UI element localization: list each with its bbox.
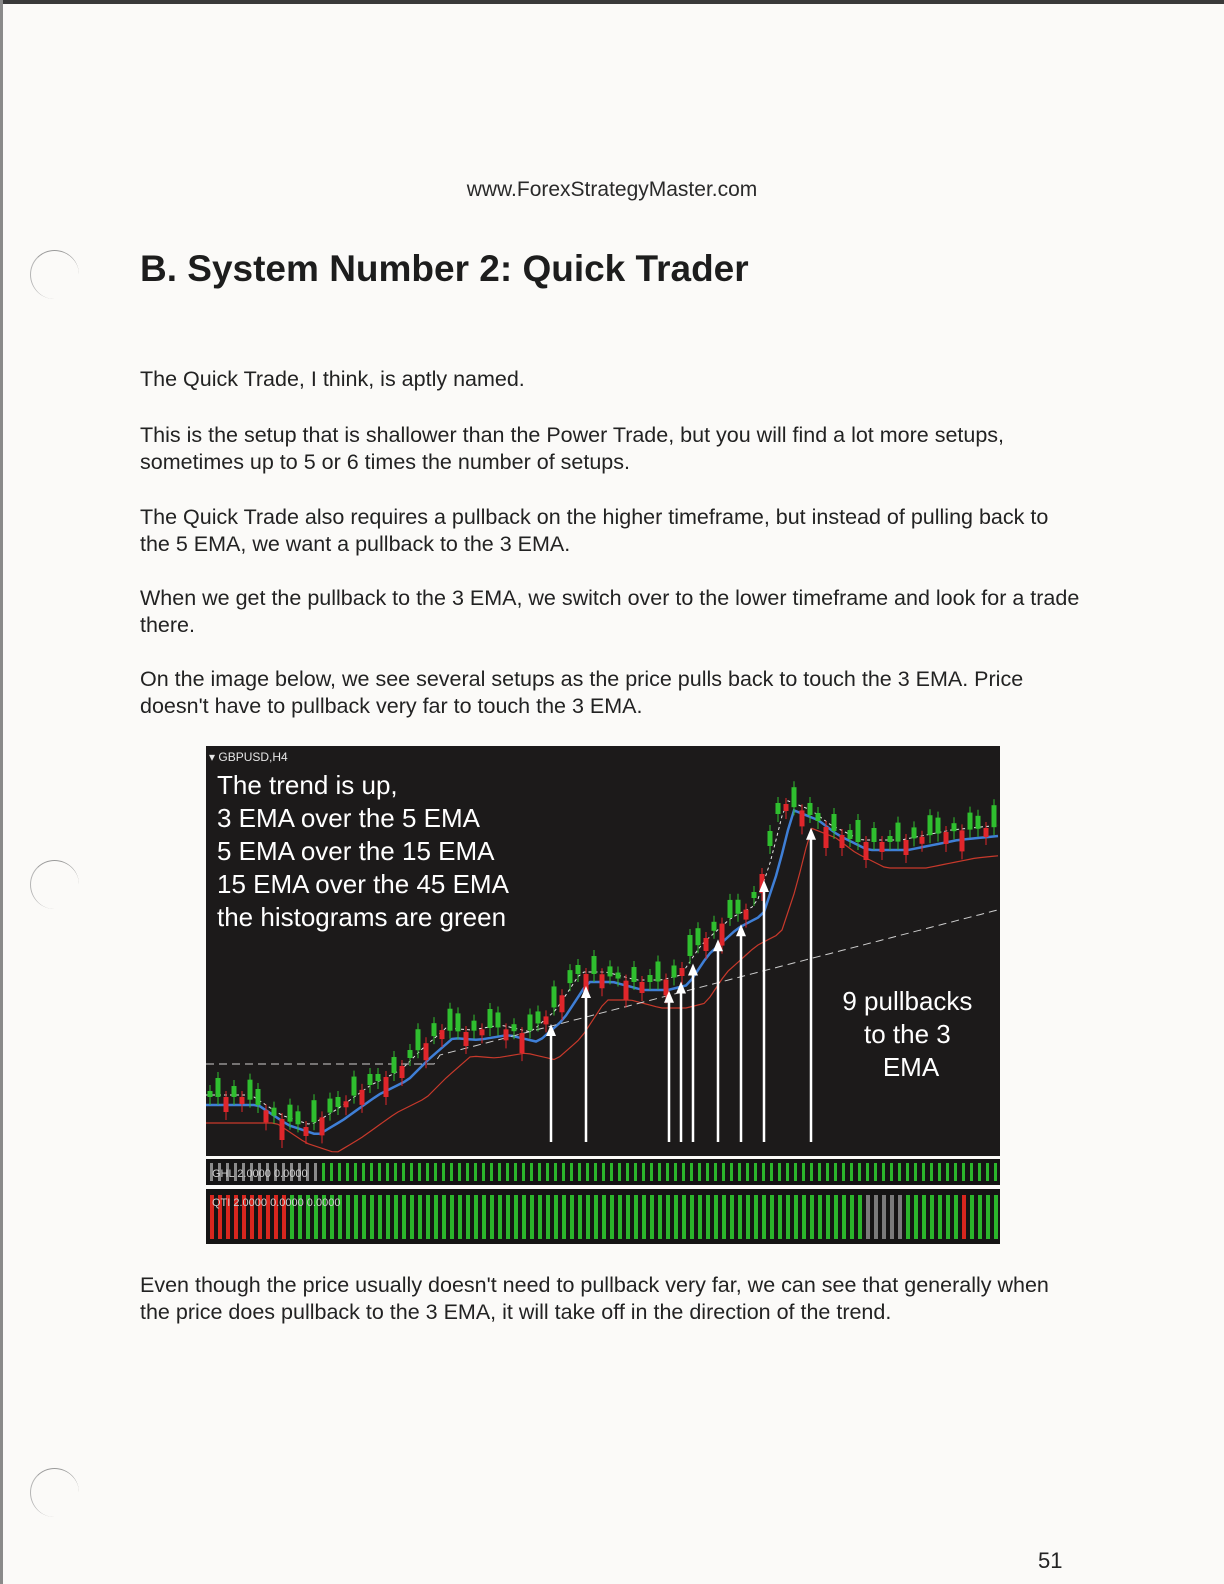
candle-body [560, 995, 565, 1012]
qti-bar [898, 1195, 902, 1239]
ghl-bar [594, 1163, 597, 1181]
ghl-bar [794, 1163, 797, 1181]
ghl-bar [906, 1163, 909, 1181]
candle-body [248, 1080, 253, 1100]
candle-body [336, 1097, 341, 1107]
candle-body [592, 956, 597, 974]
chart-graphic [206, 746, 1000, 1244]
candle-body [896, 823, 901, 842]
qti-bar [786, 1195, 790, 1239]
qti-bar [514, 1195, 518, 1239]
qti-bar [826, 1195, 830, 1239]
candle-body [280, 1119, 285, 1140]
qti-bar [986, 1195, 990, 1239]
ghl-bar [786, 1163, 789, 1181]
candle-body [984, 828, 989, 837]
candle-body [904, 840, 909, 855]
qti-bar [538, 1195, 542, 1239]
ghl-bar [570, 1163, 573, 1181]
ghl-bar [858, 1163, 861, 1181]
qti-bar [354, 1195, 358, 1239]
qti-bar [914, 1195, 918, 1239]
qti-bar [794, 1195, 798, 1239]
ghl-bar [434, 1163, 437, 1181]
annotation-line: 3 EMA over the 5 EMA [217, 803, 479, 833]
qti-bar [570, 1195, 574, 1239]
candle-body [376, 1074, 381, 1081]
annotation-line: 15 EMA over the 45 EMA [217, 869, 508, 899]
ghl-bar [538, 1163, 541, 1181]
ghl-bar [770, 1163, 773, 1181]
ghl-bar [938, 1163, 941, 1181]
ghl-bar [506, 1163, 509, 1181]
qti-bar [522, 1195, 526, 1239]
candle-body [272, 1108, 277, 1116]
ghl-bar [378, 1163, 381, 1181]
qti-bar [402, 1195, 406, 1239]
ghl-bar [674, 1163, 677, 1181]
qti-bar [874, 1195, 878, 1239]
paragraph-1: The Quick Trade, I think, is aptly named. [140, 367, 525, 391]
dropdown-triangle-icon: ▾ [209, 750, 219, 764]
candle-body [688, 935, 693, 956]
qti-bar [458, 1195, 462, 1239]
paragraph-3: The Quick Trade also requires a pullback on the higher timeframe, but instead of pulling back to the 5 EMA, we want a pullback to the 3 EMA. [140, 505, 1049, 556]
candle-body [312, 1100, 317, 1122]
candle-body [704, 938, 709, 951]
ghl-bar [362, 1163, 365, 1181]
qti-bar [930, 1195, 934, 1239]
candle-body [792, 787, 797, 807]
callout-line: 9 pullbacks [842, 986, 973, 1016]
ghl-bar [834, 1163, 837, 1181]
candle-body [784, 804, 789, 811]
ghl-bar [562, 1163, 565, 1181]
candle-body [664, 980, 669, 996]
candle-body [992, 805, 997, 827]
page-number: 51 [1038, 1548, 1063, 1573]
candle-body [736, 900, 741, 914]
ghl-bar [954, 1163, 957, 1181]
candle-body [320, 1117, 325, 1135]
ghl-bar [346, 1163, 349, 1181]
ghl-bar [978, 1163, 981, 1181]
qti-bar [842, 1195, 846, 1239]
qti-bar [818, 1195, 822, 1239]
qti-bar [682, 1195, 686, 1239]
ghl-bar [386, 1163, 389, 1181]
qti-bar [738, 1195, 742, 1239]
candle-body [808, 803, 813, 815]
candle-body [400, 1066, 405, 1078]
qti-bar [594, 1195, 598, 1239]
ghl-bar [618, 1163, 621, 1181]
ghl-bar [754, 1163, 757, 1181]
ghl-bar [994, 1163, 997, 1181]
candle-body [672, 966, 677, 978]
qti-bar [954, 1195, 958, 1239]
ghl-bar [690, 1163, 693, 1181]
qti-bar [346, 1195, 350, 1239]
qti-bar [946, 1195, 950, 1239]
qti-bar [666, 1195, 670, 1239]
qti-bar [466, 1195, 470, 1239]
binder-hole-middle [30, 860, 79, 909]
candle-body [944, 832, 949, 844]
candle-body [472, 1021, 477, 1031]
ghl-indicator-label: GHL 2.0000 0.0000 [212, 1168, 308, 1180]
candle-body [696, 928, 701, 945]
qti-bar [970, 1195, 974, 1239]
callout-line: EMA [882, 1052, 940, 1082]
candle-body [968, 813, 973, 830]
ghl-bar [474, 1163, 477, 1181]
qti-bar [834, 1195, 838, 1239]
qti-bar [490, 1195, 494, 1239]
callout-line: to the 3 [864, 1019, 951, 1049]
qti-bar [722, 1195, 726, 1239]
candle-body [552, 986, 557, 1007]
candle-body [632, 967, 637, 982]
ghl-bar [898, 1163, 901, 1181]
qti-bar [554, 1195, 558, 1239]
ghl-bar [970, 1163, 973, 1181]
qti-bar [770, 1195, 774, 1239]
candle-body [816, 813, 821, 821]
qti-bar [602, 1195, 606, 1239]
ghl-bar [546, 1163, 549, 1181]
ghl-bar [466, 1163, 469, 1181]
qti-bar [754, 1195, 758, 1239]
ghl-bar [738, 1163, 741, 1181]
qti-bar [994, 1195, 998, 1239]
ghl-bar [498, 1163, 501, 1181]
ghl-bar [946, 1163, 949, 1181]
qti-bar [674, 1195, 678, 1239]
ghl-bar [650, 1163, 653, 1181]
candle-body [776, 803, 781, 814]
ghl-bar [418, 1163, 421, 1181]
ghl-bar [842, 1163, 845, 1181]
ghl-bar [322, 1163, 325, 1181]
candle-body [488, 1009, 493, 1028]
ghl-bar [730, 1163, 733, 1181]
qti-bar [618, 1195, 622, 1239]
ghl-bar [578, 1163, 581, 1181]
candle-body [368, 1074, 373, 1085]
candle-body [936, 818, 941, 834]
candle-body [328, 1099, 333, 1113]
ghl-bar [746, 1163, 749, 1181]
candle-body [256, 1089, 261, 1105]
ghl-bar [634, 1163, 637, 1181]
candle-body [768, 831, 773, 846]
candle-body [344, 1101, 349, 1107]
ghl-bar [442, 1163, 445, 1181]
candle-body [296, 1111, 301, 1124]
closing-paragraph: Even though the price usually doesn't need to pullback very far, we can see that generally when the price does pullback to the 3 EMA, it will take off in the direction of the trend. [140, 1273, 1049, 1324]
ghl-bar [826, 1163, 829, 1181]
qti-indicator-label: QTI 2.0000 0.0000 0.0000 [212, 1197, 341, 1209]
ghl-bar [810, 1163, 813, 1181]
ghl-bar [602, 1163, 605, 1181]
candle-body [416, 1029, 421, 1050]
qti-bar [922, 1195, 926, 1239]
qti-bar [626, 1195, 630, 1239]
ghl-bar [482, 1163, 485, 1181]
qti-bar [418, 1195, 422, 1239]
candle-body [208, 1091, 213, 1097]
qti-bar [938, 1195, 942, 1239]
qti-bar [434, 1195, 438, 1239]
candle-body [840, 835, 845, 848]
candle-body [304, 1127, 309, 1136]
candle-body [464, 1032, 469, 1046]
qti-bar [578, 1195, 582, 1239]
ghl-bar [514, 1163, 517, 1181]
candle-body [888, 836, 893, 842]
candle-body [800, 810, 805, 826]
ghl-bar [554, 1163, 557, 1181]
ghl-bar [682, 1163, 685, 1181]
qti-bar [442, 1195, 446, 1239]
candle-body [856, 820, 861, 842]
ghl-bar [722, 1163, 725, 1181]
qti-bar [746, 1195, 750, 1239]
candle-body [848, 830, 853, 839]
candle-body [568, 970, 573, 983]
qti-bar [882, 1195, 886, 1239]
qti-bar [778, 1195, 782, 1239]
candle-body [912, 827, 917, 838]
candle-body [424, 1043, 429, 1060]
ghl-bar [370, 1163, 373, 1181]
candle-body [872, 828, 877, 842]
ghl-bar [890, 1163, 893, 1181]
annotation-line: the histograms are green [217, 902, 507, 932]
candle-body [224, 1097, 229, 1112]
ghl-bar [314, 1163, 317, 1181]
candle-body [480, 1029, 485, 1035]
qti-bar [714, 1195, 718, 1239]
ghl-bar [642, 1163, 645, 1181]
ghl-bar [402, 1163, 405, 1181]
ghl-bar [762, 1163, 765, 1181]
qti-bar [658, 1195, 662, 1239]
qti-bar [394, 1195, 398, 1239]
ghl-bar [410, 1163, 413, 1181]
candle-body [240, 1097, 245, 1104]
ghl-bar [458, 1163, 461, 1181]
candle-body [520, 1033, 525, 1053]
qti-bar [810, 1195, 814, 1239]
candle-body [216, 1078, 221, 1097]
qti-bar [506, 1195, 510, 1239]
qti-bar [858, 1195, 862, 1239]
qti-bar [386, 1195, 390, 1239]
page-left-edge [0, 0, 3, 1584]
candle-body [360, 1090, 365, 1105]
qti-bar [474, 1195, 478, 1239]
qti-bar [634, 1195, 638, 1239]
qti-bar [378, 1195, 382, 1239]
ghl-bar [714, 1163, 717, 1181]
candle-body [752, 892, 757, 898]
paragraph-4: When we get the pullback to the 3 EMA, we switch over to the lower timeframe and look for a trade there. [140, 586, 1080, 637]
qti-bar [850, 1195, 854, 1239]
qti-bar [410, 1195, 414, 1239]
candle-body [720, 924, 725, 946]
qti-bar [530, 1195, 534, 1239]
candle-body [232, 1086, 237, 1097]
ghl-bar [914, 1163, 917, 1181]
paragraph-2: This is the setup that is shallower than the Power Trade, but you will find a lot more setups, sometimes up to 5 or 6 times the number of setups. [140, 423, 1005, 474]
qti-bar [546, 1195, 550, 1239]
ghl-bar [658, 1163, 661, 1181]
page-title: B. System Number 2: Quick Trader [140, 248, 749, 289]
site-url-header: www.ForexStrategyMaster.com [466, 178, 758, 201]
paragraph-5: On the image below, we see several setups as the price pulls back to touch the 3 EMA. Price doesn't have to pullback very far to touch the 3 EMA. [140, 667, 1024, 718]
ghl-bar [850, 1163, 853, 1181]
candle-body [352, 1077, 357, 1096]
candle-body [712, 922, 717, 931]
ghl-bar [530, 1163, 533, 1181]
qti-bar [802, 1195, 806, 1239]
qti-bar [962, 1195, 966, 1239]
qti-bar [706, 1195, 710, 1239]
candle-body [576, 965, 581, 974]
candle-body [960, 830, 965, 851]
candle-body [408, 1050, 413, 1058]
qti-bar [642, 1195, 646, 1239]
ghl-bar [330, 1163, 333, 1181]
candle-body [880, 842, 885, 852]
ghl-bar [802, 1163, 805, 1181]
candle-body [440, 1030, 445, 1039]
qti-bar [730, 1195, 734, 1239]
qti-bar [866, 1195, 870, 1239]
candle-body [496, 1012, 501, 1027]
annotation-line: 5 EMA over the 15 EMA [217, 836, 494, 866]
ghl-bar [426, 1163, 429, 1181]
ghl-bar [986, 1163, 989, 1181]
candle-body [952, 823, 957, 831]
ghl-bar [882, 1163, 885, 1181]
qti-bar [610, 1195, 614, 1239]
candle-body [744, 910, 749, 920]
qti-bar [482, 1195, 486, 1239]
chart-screenshot [206, 746, 1000, 1244]
candle-body [648, 975, 653, 982]
qti-bar [690, 1195, 694, 1239]
ghl-bar [626, 1163, 629, 1181]
candle-body [528, 1014, 533, 1030]
ghl-bar [490, 1163, 493, 1181]
ghl-bar [930, 1163, 933, 1181]
candle-body [624, 981, 629, 1000]
qti-bar [906, 1195, 910, 1239]
candle-body [432, 1023, 437, 1036]
candle-body [616, 973, 621, 979]
binder-hole-top [30, 250, 79, 299]
qti-bar [890, 1195, 894, 1239]
candle-body [608, 966, 613, 976]
ghl-bar [706, 1163, 709, 1181]
qti-bar [450, 1195, 454, 1239]
symbol-text: GBPUSD,H4 [218, 750, 288, 764]
chart-symbol-label [209, 750, 288, 764]
qti-bar [370, 1195, 374, 1239]
qti-bar [562, 1195, 566, 1239]
candle-body [824, 827, 829, 848]
ghl-bar [338, 1163, 341, 1181]
candle-body [864, 842, 869, 860]
candle-body [832, 814, 837, 831]
candle-body [920, 837, 925, 844]
candle-body [504, 1029, 509, 1040]
ghl-bar [962, 1163, 965, 1181]
qti-bar [698, 1195, 702, 1239]
candle-body [448, 1009, 453, 1031]
qti-bar [978, 1195, 982, 1239]
ghl-bar [354, 1163, 357, 1181]
candle-body [392, 1057, 397, 1073]
candle-body [928, 815, 933, 835]
ghl-bar [778, 1163, 781, 1181]
annotation-line: The trend is up, [217, 770, 398, 800]
ghl-bar [866, 1163, 869, 1181]
candle-body [544, 1016, 549, 1024]
qti-bar [762, 1195, 766, 1239]
candle-body [264, 1110, 269, 1122]
qti-bar [362, 1195, 366, 1239]
candle-body [456, 1013, 461, 1031]
candle-body [288, 1105, 293, 1122]
candle-body [536, 1011, 541, 1023]
candle-body [728, 900, 733, 918]
candle-body [600, 974, 605, 988]
candle-body [680, 968, 685, 976]
ghl-bar [610, 1163, 613, 1181]
ghl-bar [586, 1163, 589, 1181]
ghl-bar [922, 1163, 925, 1181]
candle-body [640, 982, 645, 993]
ghl-bar [450, 1163, 453, 1181]
qti-bar [498, 1195, 502, 1239]
ghl-bar [666, 1163, 669, 1181]
qti-bar [650, 1195, 654, 1239]
ghl-bar [698, 1163, 701, 1181]
ghl-bar [522, 1163, 525, 1181]
candle-body [976, 816, 981, 829]
ghl-bar [874, 1163, 877, 1181]
page-top-edge [0, 0, 1224, 4]
candle-body [384, 1077, 389, 1097]
qti-bar [426, 1195, 430, 1239]
binder-hole-bottom [30, 1468, 79, 1517]
candle-body [512, 1024, 517, 1031]
ghl-bar [394, 1163, 397, 1181]
candle-body [656, 962, 661, 982]
qti-bar [586, 1195, 590, 1239]
ghl-bar [818, 1163, 821, 1181]
